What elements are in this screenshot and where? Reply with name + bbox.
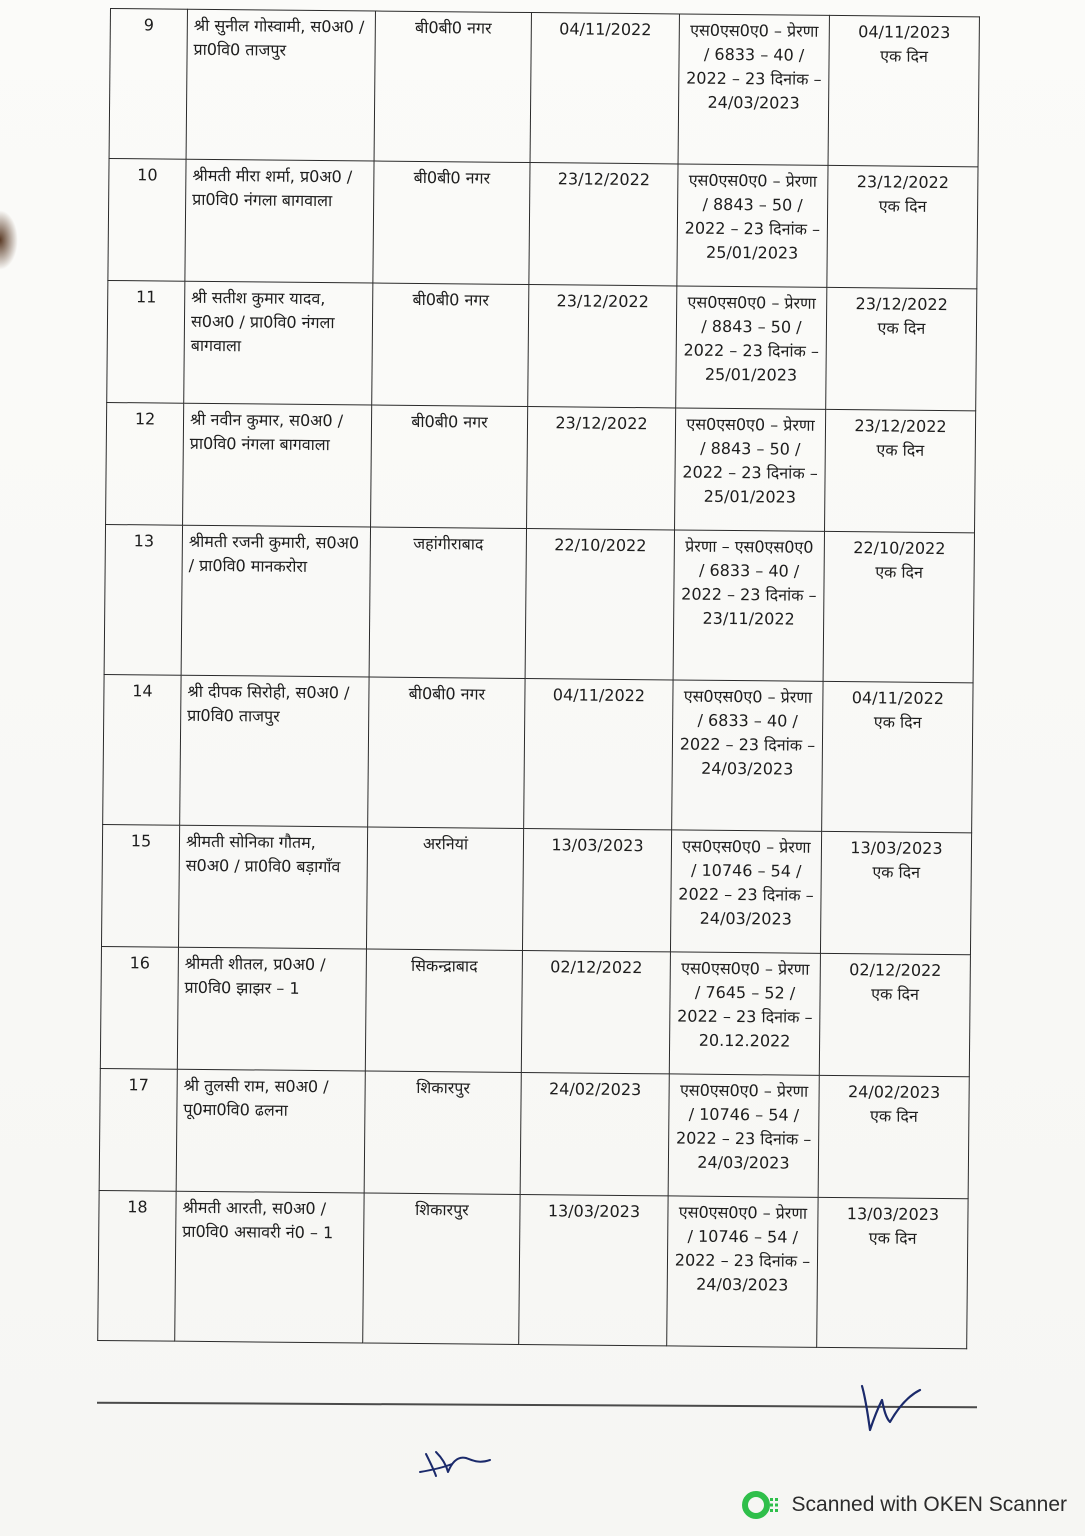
signature-bottom-icon xyxy=(412,1442,502,1482)
leave-date: 02/12/2022 xyxy=(849,960,942,981)
block-name: बी0बी0 नगर xyxy=(372,283,529,406)
leave-days: एक दिन xyxy=(869,1106,918,1126)
leave-days: एक दिन xyxy=(880,46,929,66)
leave-duration xyxy=(819,953,970,1076)
block-name: जहांगीराबाद xyxy=(369,527,526,678)
scanner-watermark xyxy=(742,1490,1067,1520)
event-date: 23/12/2022 xyxy=(528,285,677,408)
leave-days: एक दिन xyxy=(877,318,926,338)
block-name: शिकारपुर xyxy=(364,1071,521,1194)
leave-days: एक दिन xyxy=(871,984,920,1004)
event-date: 23/12/2022 xyxy=(529,163,678,286)
leave-date: 24/02/2023 xyxy=(847,1082,941,1103)
event-date: 22/10/2022 xyxy=(525,529,674,680)
table-row xyxy=(99,1068,969,1198)
teacher-name: श्री सतीश कुमार यादव, स0अ0 / प्रा0वि0 नंगला बागवाला xyxy=(184,281,373,405)
leave-date: 23/12/2022 xyxy=(856,172,950,193)
event-date: 13/03/2023 xyxy=(519,1194,668,1345)
bottom-rule xyxy=(97,1402,977,1408)
serial-number: 12 xyxy=(106,402,184,525)
leave-date: 23/12/2022 xyxy=(854,416,947,437)
teacher-name: श्रीमती रजनी कुमारी, स0अ0 / प्रा0वि0 मानकरोरा xyxy=(181,525,370,677)
event-date: 02/12/2022 xyxy=(521,951,670,1074)
leave-date: 13/03/2023 xyxy=(850,838,943,859)
leave-duration xyxy=(828,15,979,166)
serial-number: 17 xyxy=(99,1068,177,1191)
order-reference: एस0एस0ए0 – प्रेरणा / 8843 – 50 / 2022 – 23 दिनांक – 25/01/2023 xyxy=(677,164,828,287)
block-name: शिकारपुर xyxy=(363,1193,520,1344)
leave-duration xyxy=(825,409,976,532)
order-reference: एस0एस0ए0 – प्रेरणा / 10746 – 54 / 2022 – 23 दिनांक – 24/03/2023 xyxy=(670,830,821,953)
leave-duration xyxy=(817,1197,968,1348)
leave-duration xyxy=(820,831,971,954)
oken-scanner-logo-icon xyxy=(742,1490,782,1520)
table-row xyxy=(104,524,974,682)
serial-number: 18 xyxy=(98,1190,176,1341)
leave-days: एक दिन xyxy=(868,1228,917,1248)
teacher-name: श्रीमती सोनिका गौतम, स0अ0 / प्रा0वि0 बड़ागाँव xyxy=(178,825,367,949)
leave-days: एक दिन xyxy=(878,196,927,216)
leave-duration xyxy=(818,1075,969,1198)
order-reference: एस0एस0ए0 – प्रेरणा / 7645 – 52 / 2022 – 23 दिनांक – 20.12.2022 xyxy=(669,952,820,1075)
order-reference: एस0एस0ए0 – प्रेरणा / 6833 – 40 / 2022 – 23 दिनांक – 24/03/2023 xyxy=(678,14,829,165)
event-date: 24/02/2023 xyxy=(520,1072,669,1195)
order-reference: एस0एस0ए0 – प्रेरणा / 10746 – 54 / 2022 – 23 दिनांक – 24/03/2023 xyxy=(668,1074,819,1197)
block-name: बी0बी0 नगर xyxy=(373,161,530,284)
serial-number: 9 xyxy=(109,9,187,160)
serial-number: 11 xyxy=(107,280,185,403)
serial-number: 14 xyxy=(103,674,181,825)
block-name: बी0बी0 नगर xyxy=(371,405,528,528)
serial-number: 15 xyxy=(101,824,179,947)
table-row xyxy=(106,402,976,532)
teacher-name: श्री नवीन कुमार, स0अ0 / प्रा0वि0 नंगला बागवाला xyxy=(183,403,372,527)
leave-duration xyxy=(823,531,974,682)
table-row xyxy=(101,824,971,954)
teacher-name: श्रीमती मीरा शर्मा, प्र0अ0 / प्रा0वि0 नंगला बागवाला xyxy=(185,159,374,283)
leave-date: 04/11/2022 xyxy=(851,688,945,709)
event-date: 23/12/2022 xyxy=(527,407,676,530)
block-name: अरनियां xyxy=(366,827,523,950)
event-date: 13/03/2023 xyxy=(522,829,671,952)
leave-date: 13/03/2023 xyxy=(846,1204,940,1225)
leave-days: एक दिन xyxy=(875,562,924,582)
event-date: 04/11/2022 xyxy=(524,679,673,830)
leave-days: एक दिन xyxy=(873,712,922,732)
teacher-name: श्री तुलसी राम, स0अ0 / पू0मा0वि0 ढलना xyxy=(176,1069,365,1193)
table-row xyxy=(107,280,977,410)
teacher-name: श्री दीपक सिरोही, स0अ0 / प्रा0वि0 ताजपुर xyxy=(180,675,369,827)
leave-date: 04/11/2023 xyxy=(858,22,951,43)
block-name: बी0बी0 नगर xyxy=(368,677,525,828)
leave-days: एक दिन xyxy=(876,440,925,460)
block-name: सिकन्द्राबाद xyxy=(365,949,522,1072)
leave-duration xyxy=(822,681,973,832)
table-row xyxy=(100,946,970,1076)
records-table xyxy=(97,8,980,1349)
leave-date: 22/10/2022 xyxy=(853,538,946,559)
leave-date: 23/12/2022 xyxy=(855,294,948,315)
serial-number: 10 xyxy=(108,158,186,281)
scanner-watermark-text: Scanned with OKEN Scanner xyxy=(791,1493,1067,1516)
order-reference: एस0एस0ए0 – प्रेरणा / 8843 – 50 / 2022 – 23 दिनांक – 25/01/2023 xyxy=(676,286,827,409)
teacher-name: श्री सुनील गोस्वामी, स0अ0 / प्रा0वि0 ताजपुर xyxy=(186,9,375,161)
leave-days: एक दिन xyxy=(872,862,921,882)
table-row xyxy=(98,1190,968,1348)
scan-edge-shadow xyxy=(0,210,18,270)
order-reference: एस0एस0ए0 – प्रेरणा / 8843 – 50 / 2022 – 23 दिनांक – 25/01/2023 xyxy=(675,408,826,531)
order-reference: एस0एस0ए0 – प्रेरणा / 6833 – 40 / 2022 – 23 दिनांक – 24/03/2023 xyxy=(672,680,823,831)
event-date: 04/11/2022 xyxy=(530,13,679,164)
order-reference: एस0एस0ए0 – प्रेरणा / 10746 – 54 / 2022 – 23 दिनांक – 24/03/2023 xyxy=(667,1196,818,1347)
serial-number: 16 xyxy=(100,946,178,1069)
table-row xyxy=(103,674,973,832)
teacher-name: श्रीमती आरती, स0अ0 / प्रा0वि0 असावरी नं0 – 1 xyxy=(175,1191,364,1343)
table-row xyxy=(109,9,979,167)
signature-right-icon xyxy=(852,1378,932,1438)
block-name: बी0बी0 नगर xyxy=(374,11,531,162)
teacher-name: श्रीमती शीतल, प्र0अ0 / प्रा0वि0 झाझर – 1 xyxy=(177,947,366,1071)
leave-duration xyxy=(826,287,977,410)
table-row xyxy=(108,158,978,288)
serial-number: 13 xyxy=(104,524,182,675)
order-reference: प्रेरणा – एस0एस0ए0 / 6833 – 40 / 2022 – 23 दिनांक – 23/11/2022 xyxy=(673,530,824,681)
leave-duration xyxy=(827,165,978,288)
